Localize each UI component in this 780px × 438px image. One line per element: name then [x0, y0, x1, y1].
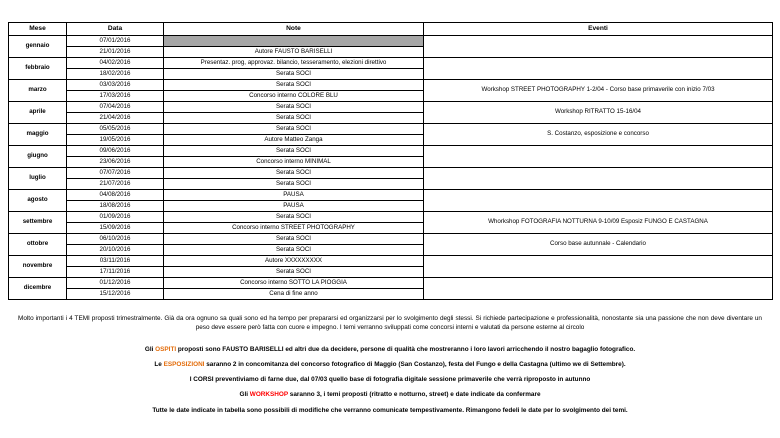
cell-mese: gennaio [9, 36, 67, 58]
table-row [9, 168, 773, 179]
cell-data: 07/01/2016 [67, 36, 164, 47]
cell-data: 06/10/2016 [67, 234, 164, 245]
notes-section [8, 314, 772, 415]
cell-mese: febbraio [9, 58, 67, 80]
cell-mese: settembre [9, 212, 67, 234]
cell-note: PAUSA [164, 201, 424, 212]
cell-data: 04/02/2016 [67, 58, 164, 69]
cell-note-shaded [164, 36, 424, 47]
cell-mese: aprile [9, 102, 67, 124]
cell-data: 01/09/2016 [67, 212, 164, 223]
notes-line-ospiti [14, 345, 766, 354]
table-row [9, 278, 773, 289]
cell-mese: maggio [9, 124, 67, 146]
cell-note: Autore FAUSTO BARISELLI [164, 47, 424, 58]
cell-note: Cena di fine anno [164, 289, 424, 300]
column-header-note: Note [164, 23, 424, 36]
table-row [9, 256, 773, 267]
cell-note: Presentaz. prog, approvaz. bilancio, tesseramento, elezioni direttivo [164, 58, 424, 69]
cell-eventi [424, 190, 773, 212]
cell-note: Concorso interno STREET PHOTOGRAPHY [164, 223, 424, 234]
ospiti-suffix: proposti sono FAUSTO BARISELLI ed altri due da decidere, persone di qualità che mostreranno i loro lavori arricchendo il nostro bagaglio fotografico. [176, 345, 636, 353]
calendar-body [9, 36, 773, 300]
table-row [9, 234, 773, 245]
table-row [9, 36, 773, 47]
cell-note: Serata SOCI [164, 179, 424, 190]
cell-data: 15/12/2016 [67, 289, 164, 300]
workshop-suffix: saranno 3, i temi proposti (ritratto e notturno, street) e date indicate da confermare [288, 391, 541, 399]
cell-data: 21/07/2016 [67, 179, 164, 190]
cell-data: 20/10/2016 [67, 245, 164, 256]
cell-data: 21/04/2016 [67, 113, 164, 124]
workshop-keyword: WORKSHOP [249, 391, 289, 399]
workshop-prefix: Gli [239, 391, 250, 399]
column-header-eventi: Eventi [424, 23, 773, 36]
cell-data: 21/01/2016 [67, 47, 164, 58]
ospiti-keyword: OSPITI [155, 345, 177, 353]
column-header-mese: Mese [9, 23, 67, 36]
cell-data: 17/11/2016 [67, 267, 164, 278]
table-row [9, 146, 773, 157]
cell-eventi [424, 168, 773, 190]
cell-data: 23/06/2016 [67, 157, 164, 168]
cell-eventi: Corso base autunnale - Calendario [424, 234, 773, 256]
table-row [9, 102, 773, 113]
cell-note: Serata SOCI [164, 102, 424, 113]
cell-data: 05/05/2016 [67, 124, 164, 135]
cell-data: 17/03/2016 [67, 91, 164, 102]
table-row [9, 212, 773, 223]
cell-eventi [424, 36, 773, 58]
cell-mese: giugno [9, 146, 67, 168]
table-row [9, 80, 773, 91]
cell-note: Concorso interno COLORE BLU [164, 91, 424, 102]
column-header-data: Data [67, 23, 164, 36]
cell-note: Serata SOCI [164, 234, 424, 245]
esposizioni-keyword: ESPOSIZIONI [163, 360, 205, 368]
cell-note: Serata SOCI [164, 80, 424, 91]
notes-line-esposizioni [14, 360, 766, 369]
cell-note: Autore Matteo Zanga [164, 135, 424, 146]
cell-mese: ottobre [9, 234, 67, 256]
ospiti-prefix: Gli [144, 345, 156, 353]
cell-data: 18/08/2016 [67, 201, 164, 212]
esposizioni-suffix: saranno 2 in concomitanza del concorso fotografico di Maggio (San Costanzo), festa del Fungo e della Castagna (ultimo we di Settembre). [204, 360, 626, 368]
table-header-row [9, 23, 773, 36]
cell-data: 18/02/2016 [67, 69, 164, 80]
cell-mese: novembre [9, 256, 67, 278]
notes-line-final: Tutte le date indicate in tabella sono possibili di modifiche che verranno comunicate tempestivamente. Rimangono fedeli le date per lo svolgimento dei temi. [152, 406, 628, 414]
cell-data: 09/06/2016 [67, 146, 164, 157]
cell-eventi: Workshop STREET PHOTOGRAPHY 1-2/04 - Corso base primaverile con inizio 7/03 [424, 80, 773, 102]
cell-mese: agosto [9, 190, 67, 212]
cell-data: 07/07/2016 [67, 168, 164, 179]
cell-mese: luglio [9, 168, 67, 190]
cell-eventi [424, 58, 773, 80]
esposizioni-prefix: Le [154, 360, 164, 368]
cell-note: Serata SOCI [164, 212, 424, 223]
table-row [9, 58, 773, 69]
cell-note: Serata SOCI [164, 69, 424, 80]
cell-data: 15/09/2016 [67, 223, 164, 234]
cell-eventi: Whorkshop FOTOGRAFIA NOTTURNA 9-10/09 Esposiz FUNGO E CASTAGNA [424, 212, 773, 234]
notes-line-corsi: I CORSI preventiviamo di farne due, dal 07/03 quello base di fotografia digitale sessione primaverile che verrà riproposto in autunno [189, 376, 591, 384]
cell-note: PAUSA [164, 190, 424, 201]
table-row [9, 190, 773, 201]
cell-note: Serata SOCI [164, 113, 424, 124]
cell-note: Serata SOCI [164, 124, 424, 135]
cell-data: 03/03/2016 [67, 80, 164, 91]
cell-eventi [424, 256, 773, 278]
calendar-table [8, 22, 773, 300]
cell-eventi: Workshop RITRATTO 15-16/04 [424, 102, 773, 124]
table-row [9, 124, 773, 135]
notes-paragraph: Molto importanti i 4 TEMI proposti trimestralmente. Già da ora ognuno sa quali sono ed ha tempo per prepararsi ed organizzarsi per lo svolgimento degli stessi. Si richiede partecipazione e professionalità, nonostante sia una passione che non deve diventare un peso deve essere però fatta con cuore e impegno. I temi verranno sviluppati come concorsi interni e valutati da persone esterne al circolo [18, 315, 762, 332]
cell-eventi: S. Costanzo, esposizione e concorso [424, 124, 773, 146]
cell-eventi [424, 278, 773, 300]
cell-mese: marzo [9, 80, 67, 102]
cell-data: 19/05/2016 [67, 135, 164, 146]
cell-note: Serata SOCI [164, 168, 424, 179]
cell-note: Concorso interno SOTTO LA PIOGGIA [164, 278, 424, 289]
cell-note: Serata SOCI [164, 267, 424, 278]
cell-data: 04/08/2016 [67, 190, 164, 201]
cell-note: Serata SOCI [164, 146, 424, 157]
cell-eventi [424, 146, 773, 168]
cell-note: Serata SOCI [164, 245, 424, 256]
cell-mese: dicembre [9, 278, 67, 300]
cell-data: 07/04/2016 [67, 102, 164, 113]
cell-data: 01/12/2016 [67, 278, 164, 289]
cell-note: Autore XXXXXXXXX [164, 256, 424, 267]
cell-data: 03/11/2016 [67, 256, 164, 267]
notes-line-workshop [14, 390, 766, 399]
cell-note: Concorso interno MINIMAL [164, 157, 424, 168]
